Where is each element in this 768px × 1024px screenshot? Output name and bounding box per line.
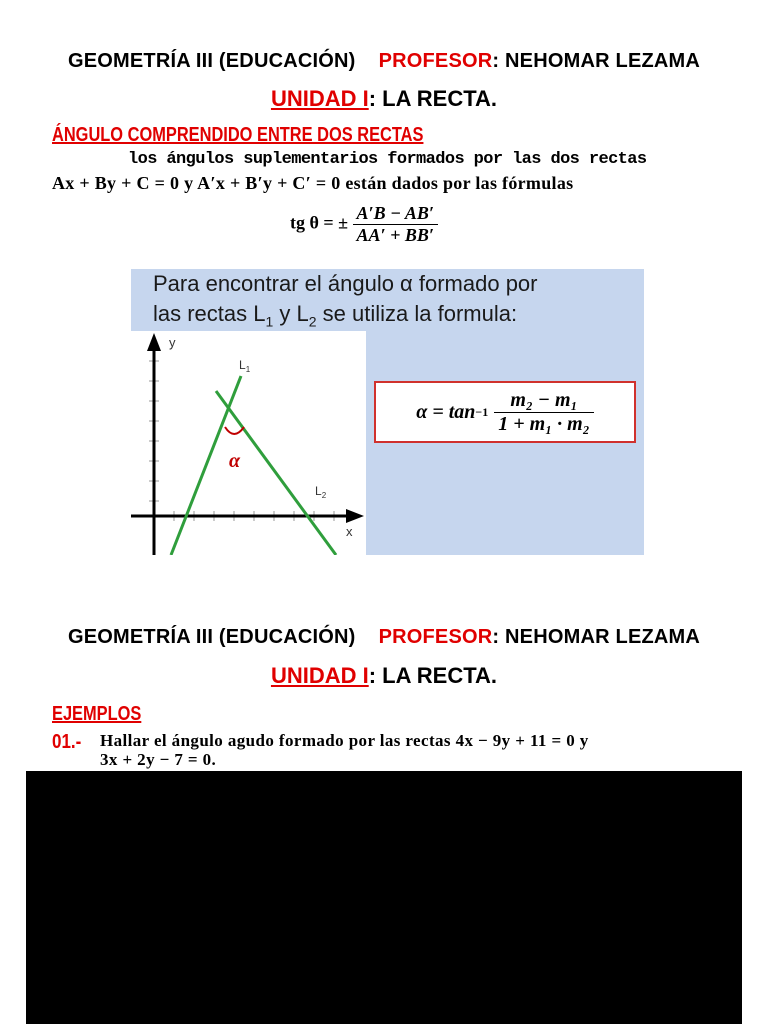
header-course-line [0,50,768,73]
course-title-2: GEOMETRÍA III (EDUCACIÓN) [67,626,356,648]
alpha-formula-exp: −1 [475,404,489,419]
black-panel [26,771,742,1024]
slide-line-2-a: las rectas L [153,301,266,326]
alpha-label: α [229,450,241,472]
alpha-denominator: 1 + m₁ · m₂ [498,412,590,435]
unidad-title: : LA RECTA. [368,86,498,111]
label-l2-text: L [315,484,322,498]
profesor-label-2: PROFESOR [378,626,493,648]
angle-arc [225,427,244,434]
unidad-heading-2 [0,663,768,689]
line-l2 [216,391,336,555]
alpha-numerator: m₂ − m₁ [494,389,593,413]
slide-line-2-c: se utiliza la formula: [316,301,518,326]
graph-svg [131,331,366,555]
slide-figure [131,269,644,555]
unidad-heading [0,86,768,112]
alpha-formula-lhs: α = tan [416,400,476,423]
label-l2-sub: 2 [321,491,327,500]
tangent-fraction [353,203,438,246]
label-l1 [239,358,251,374]
course-title: GEOMETRÍA III (EDUCACIÓN) [67,50,356,72]
example-line-2: 3x + 2y − 7 = 0. [100,750,217,769]
slide-sub-2: 2 [308,313,317,330]
y-axis-arrow [147,333,161,351]
unidad-title-2: : LA RECTA. [368,663,498,688]
axis-y-label: y [169,335,176,350]
profesor-label: PROFESOR [378,50,493,72]
tangent-numerator: A′B − AB′ [353,203,438,225]
unidad-label-2: UNIDAD I [270,663,369,688]
x-axis-arrow [346,509,364,523]
slide-line-2-b: y L [273,301,309,326]
lines-graph [131,331,366,555]
label-l1-text: L [239,358,246,372]
axis-ticks [149,361,334,521]
text-line-1: los ángulos suplementarios formados por las dos rectas [128,150,647,169]
profesor-name-2: : NEHOMAR LEZAMA [492,626,701,648]
profesor-name: : NEHOMAR LEZAMA [492,50,701,72]
text-line-2: Ax + By + C = 0 y A′x + B′y + C′ = 0 están dados por las fórmulas [52,173,574,193]
example-number: 01.- [52,731,82,753]
tangent-formula-lhs: tg θ = ± [290,212,349,233]
header2-course-line [0,626,768,649]
example-line-1: Hallar el ángulo agudo formado por las rectas 4x − 9y + 11 = 0 y [100,731,589,750]
section-title-angle: ÁNGULO COMPRENDIDO ENTRE DOS RECTAS [52,124,424,146]
tangent-formula [290,203,438,246]
label-l2 [315,484,327,500]
alpha-formula-box [374,381,636,443]
axis-x-label: x [346,524,353,539]
tangent-denominator: AA′ + BB′ [356,225,434,245]
unidad-label: UNIDAD I [270,86,369,111]
label-l1-sub: 1 [245,365,251,374]
slide-line-1: Para encontrar el ángulo α formado por [153,271,538,296]
slide-line-2 [153,301,517,329]
section-title-examples: EJEMPLOS [52,703,142,725]
alpha-fraction [494,389,593,436]
slide-sub-1: 1 [265,313,274,330]
